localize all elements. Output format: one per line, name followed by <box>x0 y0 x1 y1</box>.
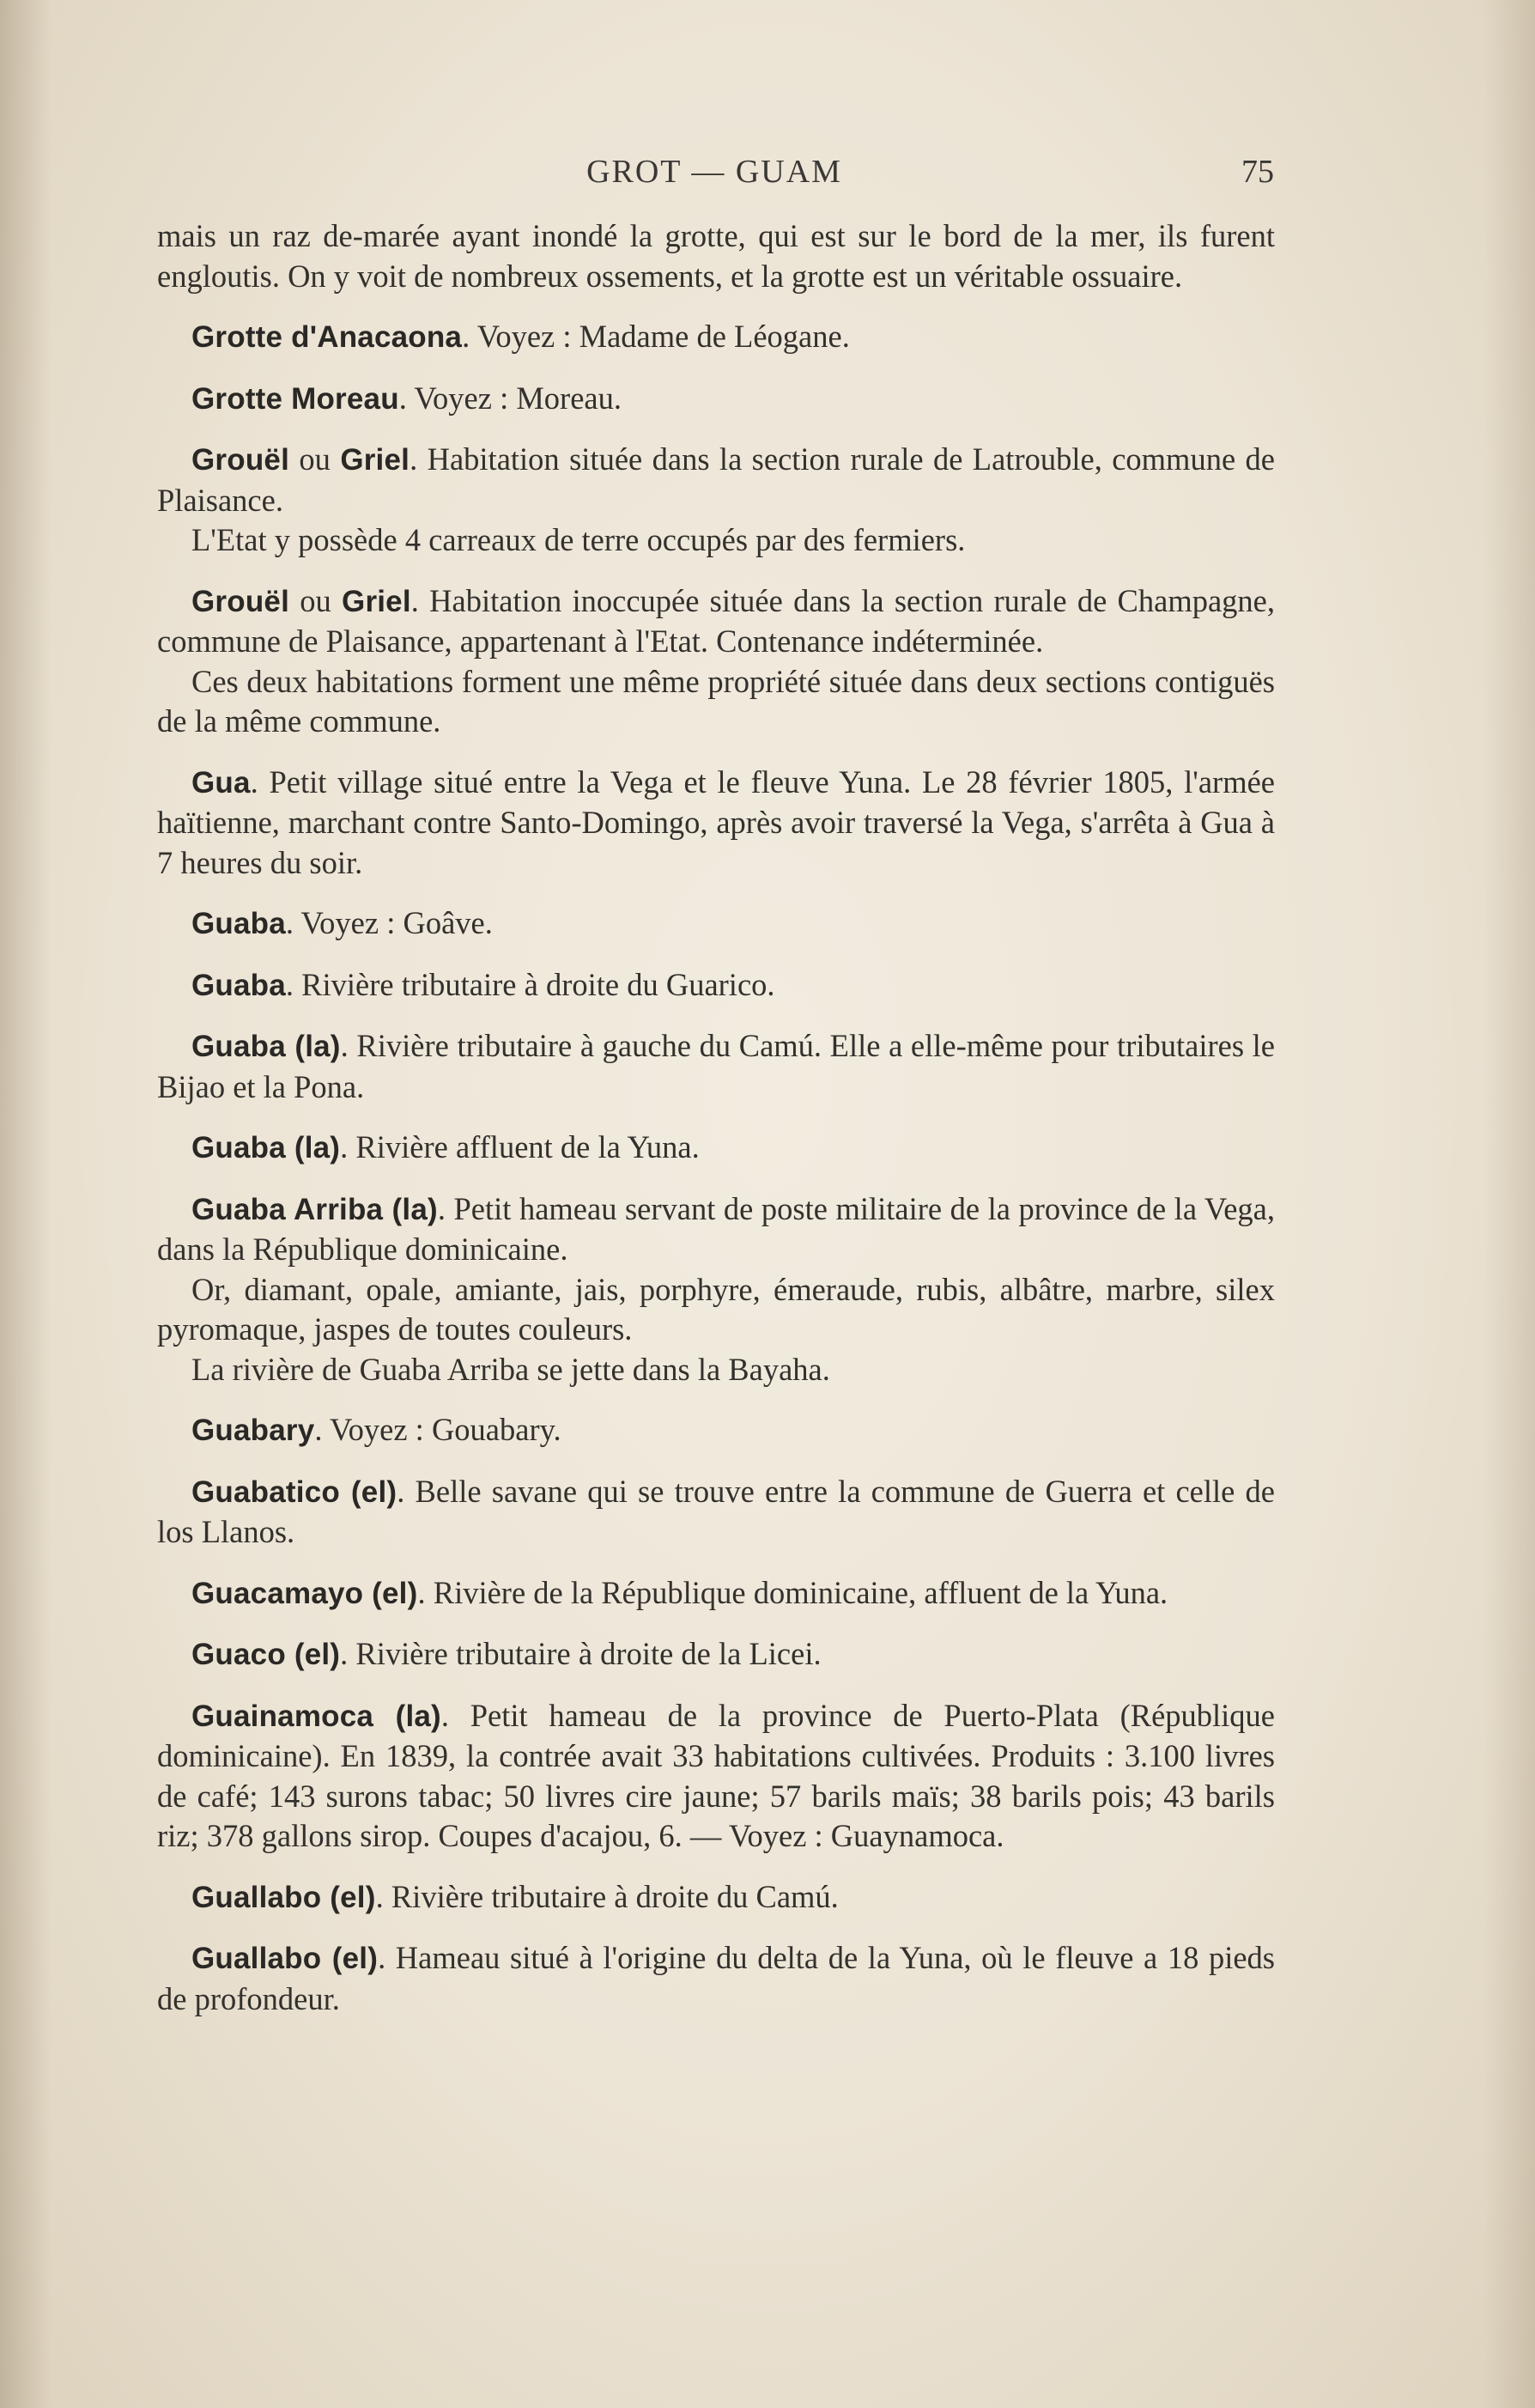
entry <box>157 1634 1275 1675</box>
entry-text: . Voyez : Gouabary. <box>314 1412 561 1447</box>
entry <box>157 1696 1275 1857</box>
entry-headword: Guaba <box>191 968 286 1002</box>
entry-headword: Guaco (el) <box>191 1638 341 1671</box>
entry-continuation <box>157 216 1275 296</box>
page-edge-shadow <box>1483 0 1535 2408</box>
entry-text: . Rivière tributaire à droite du Camú. <box>375 1878 839 1914</box>
entry <box>157 1472 1275 1553</box>
entry-text: . Rivière tributaire à gauche du Camú. Elle a elle-même pour tributaires le Bijao et la Pona. <box>157 1028 1276 1104</box>
entry-headword: Guallabo (el) <box>191 1880 376 1914</box>
entry <box>157 1026 1275 1107</box>
entry-text: . Voyez : Madame de Léogane. <box>462 319 850 354</box>
entry-headword: Grotte d'Anacaona <box>191 320 463 354</box>
entry-headword: Guallabo (el) <box>191 1942 379 1975</box>
entry-paragraph: La rivière de Guaba Arriba se jette dans la Bayaha. <box>191 1351 830 1387</box>
entry <box>157 1877 1275 1918</box>
entry-headword-variant: Griel <box>342 584 411 618</box>
entry-headword: Guabary <box>191 1414 315 1447</box>
entry-headword: Gua <box>191 765 251 800</box>
entry <box>157 903 1275 945</box>
entry <box>157 317 1275 358</box>
entry-text: . Hameau situé à l'origine du delta de la Yuna, où le fleuve a 18 pieds de profondeur. <box>157 1940 1275 2016</box>
entry-text: . Rivière tributaire à droite du Guarico. <box>285 966 775 1002</box>
entry-headword: Guainamoca (la) <box>191 1699 441 1733</box>
entry-text: . Petit village situé entre la Vega et le fleuve Yuna. Le 28 février 1805, l'armée haïtienne, marchant contre Santo-Domingo, après avoir traversé la Vega, s'arrêta à Gua à 7 heures du soir. <box>157 763 1275 880</box>
entry-paragraph: Or, diamant, opale, amiante, jais, porphyre, émeraude, rubis, albâtre, marbre, silex pyromaque, jaspes de toutes couleurs. <box>157 1271 1275 1347</box>
entry <box>157 440 1275 561</box>
entry-headword: Guaba Arriba (la) <box>191 1192 438 1226</box>
entry-text: . Voyez : Moreau. <box>398 380 622 416</box>
entry-headword-variant: Griel <box>340 443 410 477</box>
entry <box>157 379 1275 420</box>
entry-headword: Guabatico (el) <box>191 1475 397 1509</box>
entry <box>157 1573 1275 1614</box>
entry <box>157 1410 1275 1451</box>
entry-text: . Rivière de la République dominicaine, affluent de la Yuna. <box>417 1574 1168 1610</box>
entry-connector: ou <box>289 441 341 477</box>
page-edge-shadow <box>0 0 52 2408</box>
entry-paragraph: mais un raz de-marée ayant inondé la grotte, qui est sur le bord de la mer, ils furent engloutis. On y voit de nombreux ossements, et la grotte est un véritable ossuaire. <box>157 218 1275 294</box>
entry-text: . Rivière tributaire à droite de la Licei. <box>340 1636 822 1671</box>
entry <box>157 763 1275 884</box>
entry-text: . Voyez : Goâve. <box>285 905 493 940</box>
entry-headword: Grouël <box>191 584 289 618</box>
entry-text: . Petit hameau de la province de Puerto-Plata (République dominicaine). En 1839, la contrée avait 33 habitations cultivées. Produits : 3.100 livres de café; 143 surons tabac; 50 livres cire jaune; 57 barils maïs; 38 barils pois; 43 barils riz; 378 gallons sirop. Coupes d'acajou, 6. — Voyez : Guaynamoca. <box>157 1697 1275 1853</box>
entry-paragraph: L'Etat y possède 4 carreaux de terre occupés par des fermiers. <box>191 522 966 557</box>
entry-headword: Guaba <box>191 907 286 940</box>
entry-text: . Habitation inoccupée située dans la section rurale de Champagne, commune de Plaisance, appartenant à l'Etat. Contenance indéterminée. <box>157 582 1275 659</box>
entry-headword: Grouël <box>191 443 289 477</box>
page-number: 75 <box>1241 154 1274 190</box>
page-header <box>0 153 1535 196</box>
entry-headword: Guaba (la) <box>191 1030 341 1063</box>
running-title: GROT — GUAM <box>586 154 842 190</box>
entry-text: . Petit hameau servant de poste militaire de la province de la Vega, dans la République dominicaine. <box>157 1190 1275 1267</box>
entry <box>157 1128 1275 1169</box>
entry-text: . Rivière affluent de la Yuna. <box>340 1129 700 1164</box>
entry-text: . Habitation située dans la section rurale de Latrouble, commune de Plaisance. <box>157 441 1275 518</box>
entry-paragraph: Ces deux habitations forment une même propriété située dans deux sections contiguës de la même commune. <box>157 663 1275 739</box>
entry-connector: ou <box>289 582 343 618</box>
entry-headword: Grotte Moreau <box>191 381 399 416</box>
entry <box>157 581 1275 742</box>
entry-headword: Guaba (la) <box>191 1131 341 1164</box>
entry-headword: Guacamayo (el) <box>191 1576 418 1610</box>
entry <box>157 1938 1275 2019</box>
entry <box>157 965 1275 1006</box>
entry-text: . Belle savane qui se trouve entre la commune de Guerra et celle de los Llanos. <box>157 1473 1275 1549</box>
entry <box>157 1189 1275 1390</box>
dictionary-entries <box>157 216 1275 2019</box>
